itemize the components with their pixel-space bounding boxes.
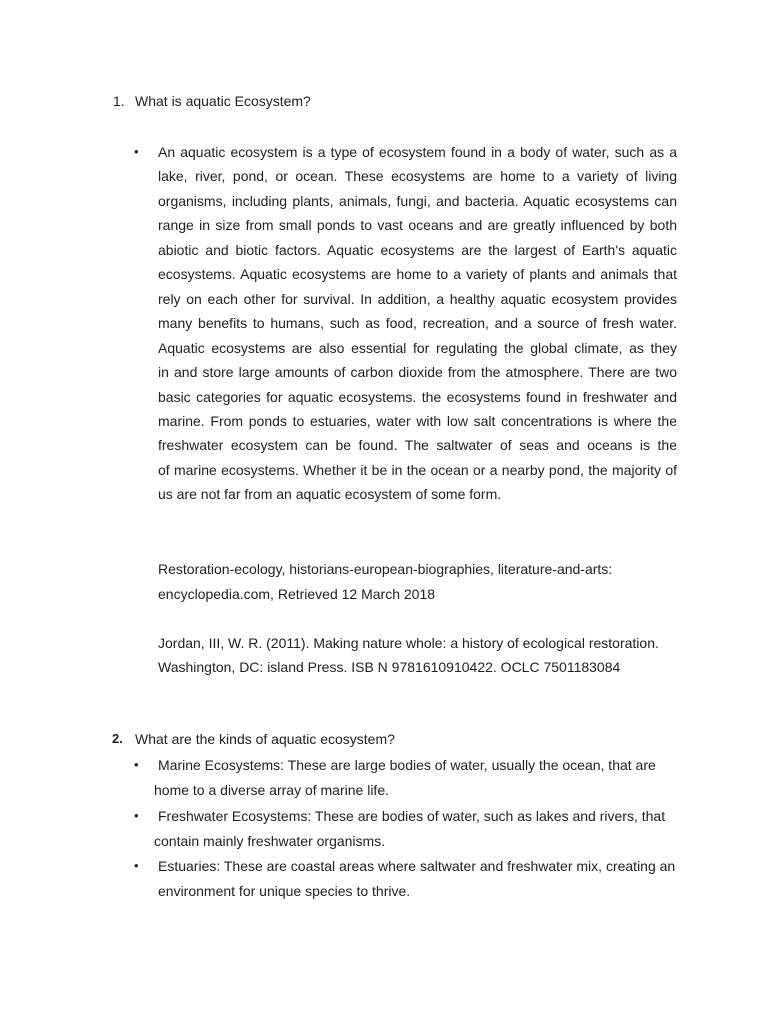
bullet-icon: • — [134, 858, 139, 873]
paragraph-line: abiotic and biotic factors. Aquatic ecosystems are the largest of Earth's aquatic — [158, 241, 677, 258]
reference-2-line-2: Washington, DC: island Press. ISB N 9781610910422. OCLC 7501183084 — [158, 659, 621, 675]
paragraph-line: An aquatic ecosystem is a type of ecosystem found in a body of water, such as a — [158, 144, 677, 160]
kind-freshwater-line-2: contain mainly freshwater organisms. — [154, 833, 386, 849]
kind-estuaries-line-1: Estuaries: These are coastal areas where saltwater and freshwater mix, creating an — [158, 858, 676, 874]
kind-freshwater-line-1: Freshwater Ecosystems: These are bodies of water, such as lakes and rivers, that — [158, 808, 666, 824]
bullet-icon: • — [134, 757, 139, 772]
bullet-icon: • — [134, 808, 139, 823]
reference-2-line-1: Jordan, III, W. R. (2011). Making nature whole: a history of ecological restoration. — [158, 635, 659, 651]
question-1-heading: What is aquatic Ecosystem? — [135, 93, 311, 109]
question-2-heading: What are the kinds of aquatic ecosystem? — [135, 731, 395, 747]
reference-1-line-1: Restoration-ecology, historians-european-biographies, literature-and-arts: — [158, 561, 613, 577]
paragraph-line: ecosystems. Aquatic ecosystems are home to a variety of plants and animals that — [158, 266, 677, 283]
paragraph-line: organisms, including plants, animals, fungi, and bacteria. Aquatic ecosystems can — [158, 192, 677, 209]
question-1-number: 1. — [113, 93, 125, 109]
paragraph-line: rely on each other for survival. In addition, a healthy aquatic ecosystem provides — [158, 290, 677, 307]
paragraph-line: us are not far from an aquatic ecosystem of some form. — [158, 486, 502, 503]
question-2-number: 2. — [112, 731, 123, 746]
reference-1-line-2: encyclopedia.com, Retrieved 12 March 2018 — [158, 586, 436, 602]
paragraph-line: of marine ecosystems. Whether it be in the ocean or a nearby pond, the majority of — [158, 461, 677, 478]
paragraph-line: many benefits to humans, such as food, recreation, and a source of fresh water. — [158, 315, 677, 332]
paragraph-line: basic categories for aquatic ecosystems. the ecosystems found in freshwater and — [158, 388, 677, 405]
paragraph-line: marine. From ponds to estuaries, water with low salt concentrations is where the — [158, 412, 677, 429]
paragraph-line: freshwater ecosystem can be found. The saltwater of seas and oceans is the — [158, 437, 677, 454]
kind-estuaries-line-2: environment for unique species to thrive. — [158, 883, 411, 899]
bullet-icon: • — [134, 144, 139, 159]
paragraph-line: Aquatic ecosystems are also essential for regulating the global climate, as they — [158, 339, 677, 356]
paragraph-line: lake, river, pond, or ocean. These ecosystems are home to a variety of living — [158, 168, 677, 185]
kind-marine-line-2: home to a diverse array of marine life. — [154, 782, 389, 798]
paragraph-line: range in size from small ponds to vast oceans and are greatly influenced by both — [158, 217, 677, 234]
kind-marine-line-1: Marine Ecosystems: These are large bodies of water, usually the ocean, that are — [158, 757, 656, 773]
paragraph-line: in and store large amounts of carbon dioxide from the atmosphere. There are two — [158, 364, 677, 381]
